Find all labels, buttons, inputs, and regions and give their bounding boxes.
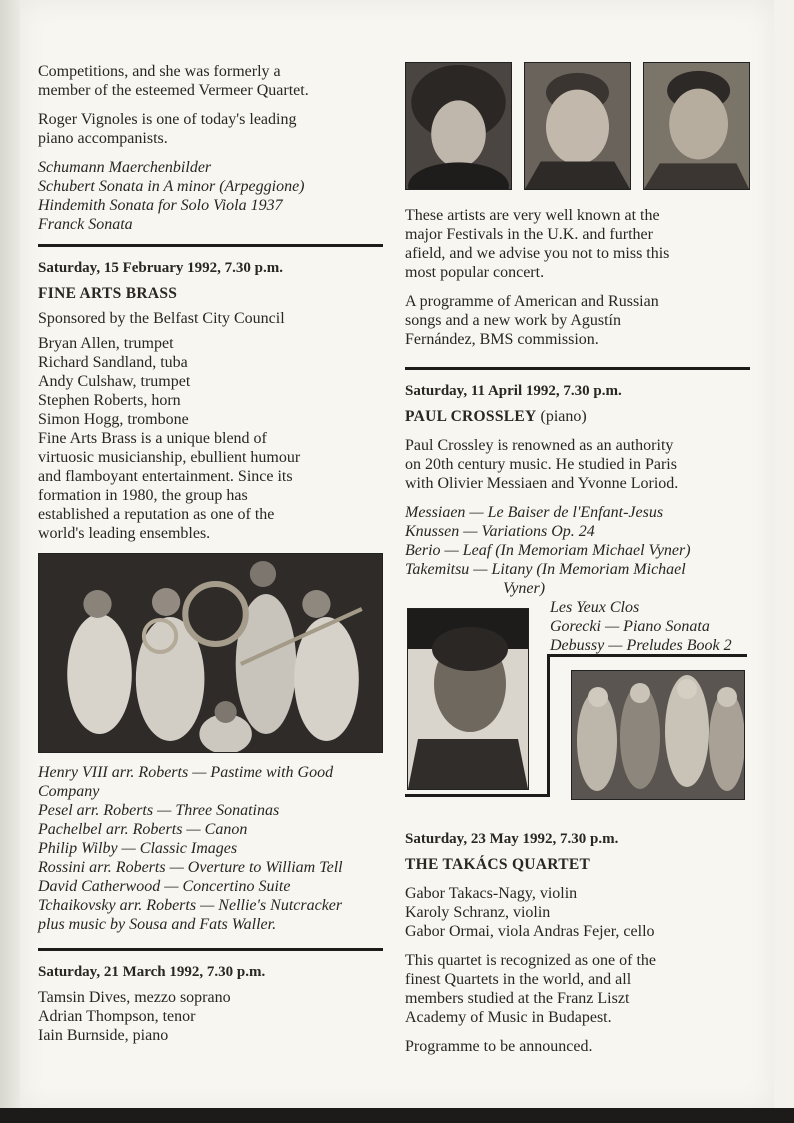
program-item: Franck Sonata bbox=[38, 216, 133, 233]
page-bottom-edge bbox=[0, 1108, 794, 1123]
description-line: This quartet is recognized as one of the bbox=[405, 952, 657, 969]
description-line: finest Quartets in the world, and all bbox=[405, 971, 632, 988]
accompanist-line: Roger Vignoles is one of today's leading bbox=[38, 111, 297, 128]
intro-line: Competitions, and she was formerly a bbox=[38, 63, 281, 80]
program-item: Les Yeux Clos bbox=[550, 599, 640, 616]
player-line: Gabor Ormai, viola Andras Fejer, cello bbox=[405, 923, 655, 940]
program-item: Knussen — Variations Op. 24 bbox=[405, 523, 595, 540]
program-item: Rossini arr. Roberts — Overture to William Tell bbox=[38, 859, 343, 876]
left-column bbox=[38, 62, 383, 1045]
concert-title-line bbox=[405, 407, 750, 426]
program-item: Schubert Sonata in A minor (Arpeggione) bbox=[38, 178, 305, 195]
programme-line: songs and a new work by Agustín bbox=[405, 312, 621, 329]
programme-line: A programme of American and Russian bbox=[405, 293, 659, 310]
program-item: Philip Wilby — Classic Images bbox=[38, 840, 238, 857]
player-line: Stephen Roberts, horn bbox=[38, 392, 181, 409]
player-line: Richard Sandland, tuba bbox=[38, 354, 188, 371]
intro-line: member of the esteemed Vermeer Quartet. bbox=[38, 82, 309, 99]
program-item: Messiaen — Le Baiser de l'Enfant-Jesus bbox=[405, 504, 664, 521]
program-item: Henry VIII arr. Roberts — Pastime with Good bbox=[38, 764, 334, 781]
description-line: major Festivals in the U.K. and further bbox=[405, 226, 653, 243]
concert-date: Saturday, 23 May 1992, 7.30 p.m. bbox=[405, 831, 619, 847]
concert-title: PAUL CROSSLEY bbox=[405, 408, 537, 425]
concert-title-suffix: (piano) bbox=[536, 408, 587, 425]
description-line: most popular concert. bbox=[405, 264, 545, 281]
program-item: Tchaikovsky arr. Roberts — Nellie's Nutcracker bbox=[38, 897, 343, 914]
description-line: Paul Crossley is renowned as an authority bbox=[405, 437, 674, 454]
portrait-photo bbox=[643, 62, 750, 190]
program-item: plus music by Sousa and Fats Waller. bbox=[38, 916, 277, 933]
description-line: These artists are very well known at the bbox=[405, 207, 660, 224]
programme-note: Programme to be announced. bbox=[405, 1038, 593, 1055]
description-line: virtuosic musicianship, ebullient humour bbox=[38, 449, 301, 466]
photo-frame-line bbox=[405, 794, 550, 797]
performer-line: Adrian Thompson, tenor bbox=[38, 1008, 196, 1025]
description-line: world's leading ensembles. bbox=[38, 525, 211, 542]
portrait-photo bbox=[405, 62, 512, 190]
player-line: Andy Culshaw, trumpet bbox=[38, 373, 191, 390]
program-item: Debussy — Preludes Book 2 bbox=[550, 637, 732, 654]
player-line: Karoly Schranz, violin bbox=[405, 904, 551, 921]
right-column bbox=[405, 62, 750, 1056]
description-line: members studied at the Franz Liszt bbox=[405, 990, 630, 1007]
player-line: Bryan Allen, trumpet bbox=[38, 335, 174, 352]
concert-date: Saturday, 15 February 1992, 7.30 p.m. bbox=[38, 260, 284, 276]
player-line: Gabor Takacs-Nagy, violin bbox=[405, 885, 578, 902]
description-line: established a reputation as one of the bbox=[38, 506, 275, 523]
brass-group-photo bbox=[38, 553, 383, 753]
concert-title: FINE ARTS BRASS bbox=[38, 285, 178, 302]
artist-portraits bbox=[405, 62, 750, 190]
photo-frame-line bbox=[547, 654, 550, 794]
concert-title: THE TAKÁCS QUARTET bbox=[405, 856, 591, 873]
performer-line: Tamsin Dives, mezzo soprano bbox=[38, 989, 231, 1006]
program-item: Pachelbel arr. Roberts — Canon bbox=[38, 821, 248, 838]
program-item: David Catherwood — Concertino Suite bbox=[38, 878, 291, 895]
section-divider bbox=[405, 367, 750, 370]
description-line: Fine Arts Brass is a unique blend of bbox=[38, 430, 267, 447]
program-item: Company bbox=[38, 783, 100, 800]
program-item: Takemitsu — Litany (In Memoriam Michael bbox=[405, 561, 686, 578]
programme-line: Fernández, BMS commission. bbox=[405, 331, 599, 348]
description-line: and flamboyant entertainment. Since its bbox=[38, 468, 293, 485]
sponsor-line: Sponsored by the Belfast City Council bbox=[38, 310, 285, 327]
crossley-photo bbox=[407, 608, 529, 790]
quartet-photo bbox=[571, 670, 745, 800]
concert-date: Saturday, 11 April 1992, 7.30 p.m. bbox=[405, 383, 622, 399]
accompanist-line: piano accompanists. bbox=[38, 130, 168, 147]
section-divider bbox=[38, 244, 383, 247]
performer-line: Iain Burnside, piano bbox=[38, 1027, 169, 1044]
description-line: on 20th century music. He studied in Paris bbox=[405, 456, 677, 473]
crossley-photo-area bbox=[405, 598, 750, 898]
program-item: Pesel arr. Roberts — Three Sonatinas bbox=[38, 802, 280, 819]
page-binding-edge bbox=[0, 0, 22, 1123]
program-item: Vyner) bbox=[503, 580, 546, 597]
program-item: Hindemith Sonata for Solo Viola 1937 bbox=[38, 197, 283, 214]
description-line: Academy of Music in Budapest. bbox=[405, 1009, 612, 1026]
concert-date: Saturday, 21 March 1992, 7.30 p.m. bbox=[38, 964, 266, 980]
program-item: Gorecki — Piano Sonata bbox=[550, 618, 710, 635]
program-item: Schumann Maerchenbilder bbox=[38, 159, 212, 176]
section-divider bbox=[38, 948, 383, 951]
portrait-photo bbox=[524, 62, 631, 190]
description-line: afield, and we advise you not to miss this bbox=[405, 245, 670, 262]
program-item: Berio — Leaf (In Memoriam Michael Vyner) bbox=[405, 542, 691, 559]
photo-frame-line bbox=[547, 654, 747, 657]
description-line: formation in 1980, the group has bbox=[38, 487, 248, 504]
description-line: with Olivier Messiaen and Yvonne Loriod. bbox=[405, 475, 679, 492]
player-line: Simon Hogg, trombone bbox=[38, 411, 189, 428]
